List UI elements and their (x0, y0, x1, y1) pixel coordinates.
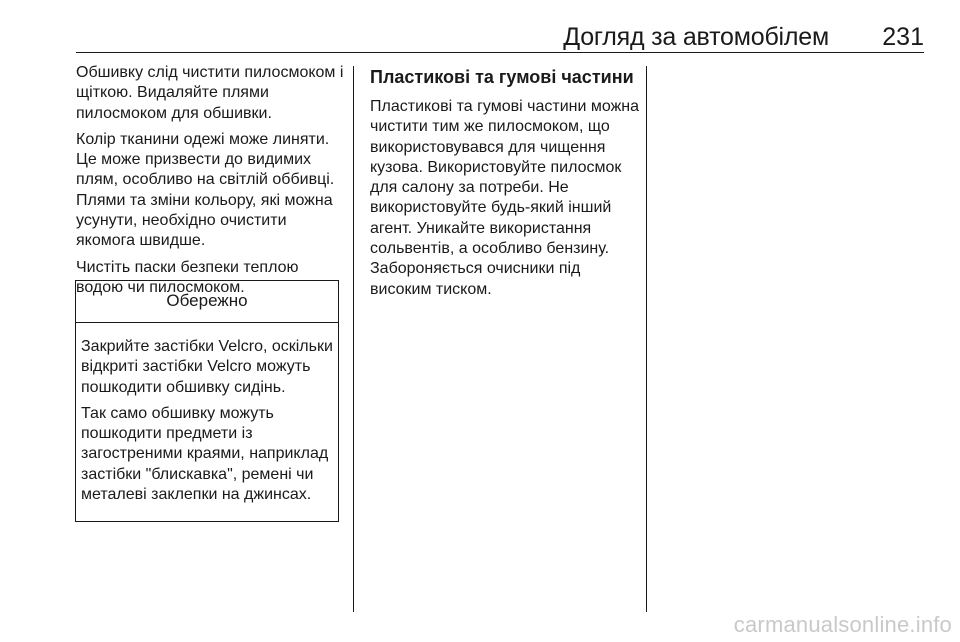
watermark-text: carmanualsonline.info (733, 612, 952, 637)
page-header (76, 22, 924, 53)
paragraph-upholstery-cleaning: Обшивку слід чистити пилосмоком і щіткою. Видаляйте плями пилосмоком для обшивки. (76, 64, 344, 122)
caution-paragraph-velcro: Закрийте застібки Velcro, оскільки відкриті застібки Velcro можуть пошкодити обшивку сидінь. (81, 338, 333, 396)
caution-paragraph-sharp-edges: Так само обшивку можуть пошкодити предмети із загостреними краями, наприклад застібки "блискавка", ремені чи металеві заклепки на джинсах. (81, 404, 329, 504)
paragraph-seat-belts: Чистіть паски безпеки теплою водою чи пилосмоком. (76, 258, 299, 296)
section-heading-plastic-rubber: Пластикові та гумові частини (370, 67, 634, 87)
caution-box (75, 280, 339, 522)
caution-body (76, 323, 338, 505)
page-number: 231 (882, 23, 924, 51)
page-title: Догляд за автомобілем (563, 23, 829, 51)
column-divider-right (646, 66, 647, 612)
caution-title: Обережно (76, 281, 338, 323)
left-column (76, 63, 346, 304)
paragraph-fabric-color: Колір тканини одежі може линяти. Це може призвести до видимих плям, особливо на світлій оббивці. Плями та зміни кольору, які можна усунути, необхідно очистити якомога швидше. (76, 130, 335, 250)
paragraph-plastic-rubber: Пластикові та гумові частини можна чистити тим же пилосмоком, що використовувався для чищення кузова. Використовуйте пилосмок для салону за потреби. Не використовуйте будь-який інший агент. Уникайте використання сольвентів, а особливо бензину. Забороняється очисники під високим тиском. (370, 98, 639, 298)
column-divider-left (353, 66, 354, 612)
right-column (370, 66, 640, 306)
